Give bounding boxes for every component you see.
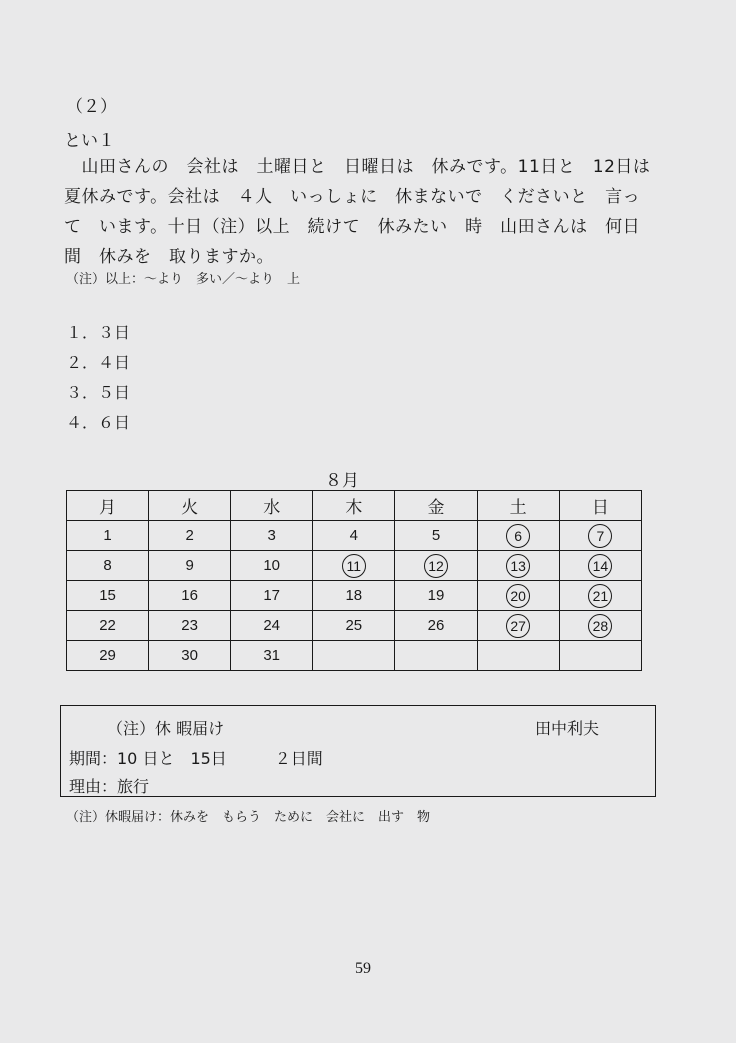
circled-holiday-date: 7	[588, 524, 612, 548]
calendar-day-cell	[477, 521, 559, 551]
choice-3: ３．５日	[66, 383, 131, 402]
calendar-date: 25	[345, 617, 363, 634]
calendar-day-cell	[559, 611, 641, 641]
calendar-date: 9	[185, 557, 194, 574]
calendar-day-cell	[149, 641, 231, 671]
choice-4: ４．６日	[66, 413, 131, 432]
calendar-week-row	[67, 611, 642, 641]
choice-2: ２．４日	[66, 353, 131, 372]
weekday-header: 金	[395, 491, 477, 521]
calendar-date: 24	[263, 617, 281, 634]
leave-form-reason: 理由：旅行	[69, 777, 150, 796]
calendar-day-cell	[477, 581, 559, 611]
calendar-day-cell	[313, 551, 395, 581]
paragraph-line: 山田さんの 会社は 土曜日と 日曜日は 休みです。11日と 12日は	[64, 157, 651, 177]
calendar-day-cell	[395, 611, 477, 641]
calendar-day-cell	[559, 521, 641, 551]
calendar-day-cell	[231, 521, 313, 551]
calendar-date: 5	[431, 527, 441, 544]
calendar-header-row	[67, 491, 642, 521]
calendar-day-cell	[67, 581, 149, 611]
circled-holiday-date: 28	[588, 614, 612, 638]
calendar-date: 8	[103, 557, 112, 574]
calendar-day-cell	[67, 551, 149, 581]
calendar-date: 16	[181, 587, 198, 604]
calendar-day-cell	[313, 521, 395, 551]
paragraph-line: 夏休みです。会社は ４人 いっしょに 休まないで くださいと 言っ	[64, 187, 641, 207]
calendar-day-cell	[149, 551, 231, 581]
circled-holiday-date: 11	[342, 554, 366, 578]
calendar-day-cell	[477, 641, 559, 671]
calendar-day-cell	[395, 551, 477, 581]
calendar-day-cell	[477, 611, 559, 641]
calendar-date: 17	[263, 587, 281, 604]
calendar-day-cell	[395, 521, 477, 551]
circled-holiday-date: 14	[588, 554, 612, 578]
calendar-day-cell	[313, 641, 395, 671]
calendar-week-row	[67, 521, 642, 551]
calendar-date: 4	[349, 527, 358, 544]
circled-holiday-date: 20	[506, 584, 530, 608]
calendar-date: 22	[99, 617, 116, 634]
section-label: （２）	[66, 97, 117, 117]
calendar-day-cell	[559, 581, 641, 611]
calendar-day-cell	[67, 611, 149, 641]
leave-form-name: 田中利夫	[535, 719, 600, 738]
circled-holiday-date: 21	[588, 584, 612, 608]
calendar-day-cell	[231, 611, 313, 641]
calendar-day-cell	[559, 551, 641, 581]
calendar-day-cell	[313, 581, 395, 611]
calendar-date: 31	[263, 647, 281, 664]
calendar-week-row	[67, 641, 642, 671]
calendar-day-cell	[395, 581, 477, 611]
calendar-date: 18	[345, 587, 363, 604]
calendar-day-cell	[67, 641, 149, 671]
calendar-day-cell	[149, 611, 231, 641]
choice-1: １．３日	[66, 323, 131, 342]
calendar-date: 3	[267, 527, 276, 544]
calendar-date: 26	[427, 617, 445, 634]
leave-form-title: （注）休 暇届け	[107, 719, 225, 738]
circled-holiday-date: 12	[424, 554, 448, 578]
calendar-date: 1	[103, 527, 112, 544]
calendar-day-cell	[477, 551, 559, 581]
page-number: 59	[355, 960, 371, 977]
calendar-day-cell	[231, 551, 313, 581]
calendar-week-row	[67, 551, 642, 581]
calendar-day-cell	[149, 521, 231, 551]
calendar-day-cell	[149, 581, 231, 611]
calendar-day-cell	[559, 641, 641, 671]
weekday-header: 木	[313, 491, 395, 521]
calendar-date: 15	[99, 587, 116, 604]
weekday-header: 水	[231, 491, 313, 521]
weekday-header: 日	[559, 491, 641, 521]
circled-holiday-date: 6	[506, 524, 530, 548]
calendar-day-cell	[313, 611, 395, 641]
calendar-day-cell	[231, 581, 313, 611]
weekday-header: 火	[149, 491, 231, 521]
paragraph-line: 間 休みを 取りますか。	[64, 247, 274, 267]
note-kyuukatodoke: （注）休暇届け：休みを もらう ために 会社に 出す 物	[66, 810, 431, 825]
calendar-date: 30	[181, 647, 198, 664]
calendar-date: 2	[185, 527, 194, 544]
leave-form-period: 期間：10 日と 15日 ２日間	[69, 749, 323, 768]
calendar-day-cell	[395, 641, 477, 671]
circled-holiday-date: 13	[506, 554, 530, 578]
weekday-header: 月	[67, 491, 149, 521]
weekday-header: 土	[477, 491, 559, 521]
leave-form-box	[60, 705, 656, 797]
calendar-date: 23	[181, 617, 198, 634]
calendar-date: 19	[427, 587, 445, 604]
calendar-title: ８月	[325, 471, 359, 491]
calendar-date: 10	[263, 557, 281, 574]
calendar-day-cell	[67, 521, 149, 551]
circled-holiday-date: 27	[506, 614, 530, 638]
calendar-date: 29	[99, 647, 116, 664]
calendar-week-row	[67, 581, 642, 611]
calendar-day-cell	[231, 641, 313, 671]
note-ijou: （注）以上：～より 多い／～より 上	[66, 272, 301, 287]
calendar-table	[66, 490, 642, 671]
question-label: とい１	[64, 131, 115, 151]
paragraph-line: て います。十日（注）以上 続けて 休みたい 時 山田さんは 何日	[64, 217, 641, 237]
